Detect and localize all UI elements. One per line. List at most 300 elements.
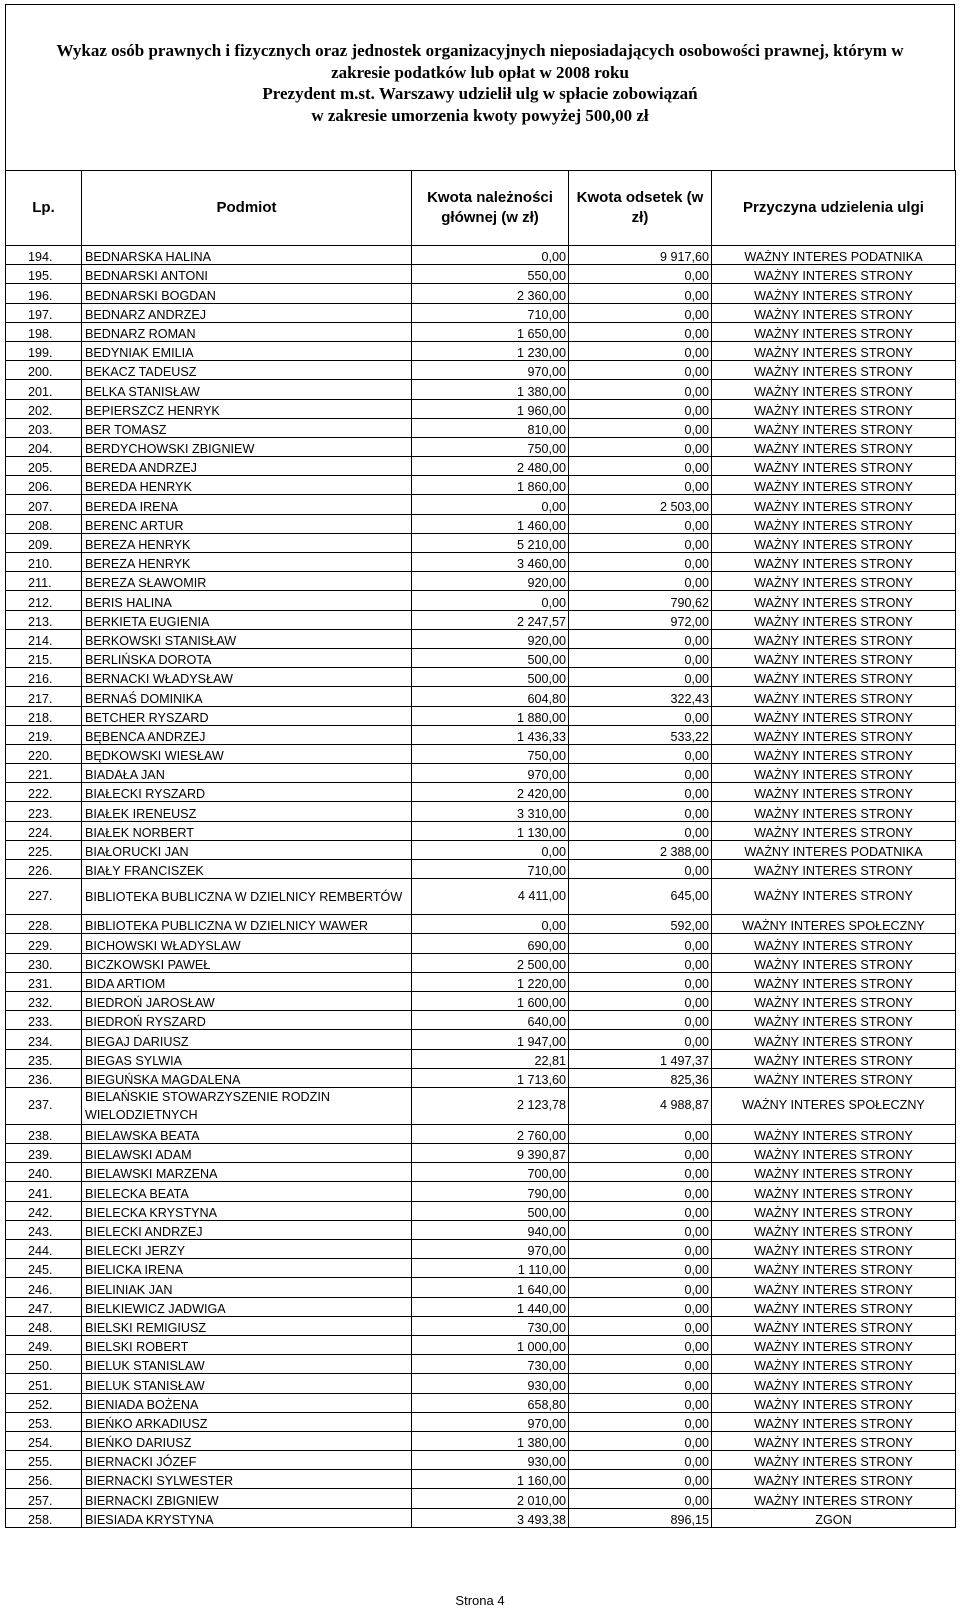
row-podmiot: BIERNACKI JÓZEF [82,1451,412,1470]
table-row [6,572,956,591]
row-podmiot: BIERNACKI SYLWESTER [82,1470,412,1489]
row-podmiot: BIELAWSKA BEATA [82,1124,412,1143]
row-odsetki: 1 497,37 [569,1049,712,1068]
row-przyczyna: WAŻNY INTERES STRONY [712,265,956,284]
row-podmiot: BĘDKOWSKI WIESŁAW [82,744,412,763]
row-kwota: 1 110,00 [412,1259,569,1278]
row-lp: 226. [6,860,82,879]
row-podmiot: BEREDA IRENA [82,495,412,514]
row-przyczyna: WAŻNY INTERES STRONY [712,687,956,706]
row-przyczyna: WAŻNY INTERES STRONY [712,418,956,437]
row-przyczyna: WAŻNY INTERES STRONY [712,1049,956,1068]
row-odsetki: 0,00 [569,1220,712,1239]
row-odsetki: 896,15 [569,1508,712,1527]
row-przyczyna: WAŻNY INTERES STRONY [712,972,956,991]
row-podmiot: BERNAŚ DOMINIKA [82,687,412,706]
row-odsetki: 0,00 [569,1182,712,1201]
row-lp: 232. [6,991,82,1010]
table-row [6,246,956,265]
row-kwota: 0,00 [412,840,569,859]
row-przyczyna: WAŻNY INTERES STRONY [712,572,956,591]
row-odsetki: 2 503,00 [569,495,712,514]
row-lp: 204. [6,437,82,456]
row-podmiot: BIELINIAK JAN [82,1278,412,1297]
row-przyczyna: WAŻNY INTERES STRONY [712,514,956,533]
row-przyczyna: WAŻNY INTERES STRONY [712,629,956,648]
row-lp: 221. [6,764,82,783]
row-kwota: 0,00 [412,495,569,514]
row-kwota: 500,00 [412,1201,569,1220]
row-odsetki: 2 388,00 [569,840,712,859]
table-row [6,1451,956,1470]
row-lp: 256. [6,1470,82,1489]
row-kwota: 500,00 [412,668,569,687]
header-podmiot: Podmiot [82,171,412,246]
row-podmiot: BEREDA ANDRZEJ [82,457,412,476]
row-podmiot: BIDA ARTIOM [82,972,412,991]
row-lp: 227. [6,879,82,915]
row-kwota: 750,00 [412,437,569,456]
row-lp: 217. [6,687,82,706]
row-kwota: 1 440,00 [412,1297,569,1316]
row-podmiot: BIAŁORUCKI JAN [82,840,412,859]
table-row [6,706,956,725]
row-kwota: 730,00 [412,1355,569,1374]
row-podmiot: BIEGAJ DARIUSZ [82,1030,412,1049]
row-lp: 224. [6,821,82,840]
row-lp: 228. [6,915,82,934]
row-odsetki: 0,00 [569,972,712,991]
row-lp: 238. [6,1124,82,1143]
row-podmiot: BEDNARZ ANDRZEJ [82,303,412,322]
table-body [6,246,956,1528]
row-przyczyna: WAŻNY INTERES STRONY [712,457,956,476]
row-odsetki: 0,00 [569,1316,712,1335]
row-przyczyna: WAŻNY INTERES STRONY [712,553,956,572]
row-podmiot: BELKA STANISŁAW [82,380,412,399]
row-przyczyna: WAŻNY INTERES STRONY [712,1240,956,1259]
row-kwota: 1 380,00 [412,380,569,399]
row-odsetki: 0,00 [569,1030,712,1049]
header-kwota-line1: Kwota należności [427,189,553,206]
row-lp: 258. [6,1508,82,1527]
table-row [6,783,956,802]
header-kwota [412,171,569,246]
row-lp: 209. [6,533,82,552]
row-przyczyna: WAŻNY INTERES STRONY [712,744,956,763]
row-przyczyna: WAŻNY INTERES STRONY [712,1431,956,1450]
row-przyczyna: WAŻNY INTERES STRONY [712,1470,956,1489]
row-podmiot: BIEDROŃ JAROSŁAW [82,991,412,1010]
row-przyczyna: WAŻNY INTERES PODATNIKA [712,246,956,265]
row-przyczyna: WAŻNY INTERES STRONY [712,476,956,495]
row-podmiot: BIAŁEK NORBERT [82,821,412,840]
row-przyczyna: WAŻNY INTERES STRONY [712,322,956,341]
table-row [6,802,956,821]
row-lp: 235. [6,1049,82,1068]
row-podmiot: BEREZA HENRYK [82,553,412,572]
row-kwota: 700,00 [412,1163,569,1182]
table-row [6,1412,956,1431]
row-odsetki: 0,00 [569,322,712,341]
row-odsetki: 0,00 [569,783,712,802]
row-odsetki: 0,00 [569,706,712,725]
title-line-4: w zakresie umorzenia kwoty powyżej 500,00 zł [311,105,649,125]
row-podmiot: BERENC ARTUR [82,514,412,533]
row-kwota: 970,00 [412,361,569,380]
row-odsetki: 0,00 [569,1278,712,1297]
row-odsetki: 0,00 [569,265,712,284]
row-lp: 205. [6,457,82,476]
row-lp: 214. [6,629,82,648]
row-odsetki: 0,00 [569,1124,712,1143]
row-przyczyna: WAŻNY INTERES STRONY [712,284,956,303]
row-odsetki: 0,00 [569,284,712,303]
row-lp: 254. [6,1431,82,1450]
row-przyczyna: WAŻNY INTERES STRONY [712,668,956,687]
row-podmiot: BEDNARSKA HALINA [82,246,412,265]
row-odsetki: 0,00 [569,1297,712,1316]
row-lp: 196. [6,284,82,303]
row-lp: 208. [6,514,82,533]
row-podmiot: BIELAWSKI ADAM [82,1144,412,1163]
row-lp: 195. [6,265,82,284]
row-odsetki: 0,00 [569,953,712,972]
row-kwota: 5 210,00 [412,533,569,552]
row-przyczyna: WAŻNY INTERES STRONY [712,783,956,802]
table-row [6,1011,956,1030]
row-przyczyna: WAŻNY INTERES STRONY [712,1393,956,1412]
row-kwota: 2 420,00 [412,783,569,802]
row-odsetki: 0,00 [569,764,712,783]
row-podmiot: BEPIERSZCZ HENRYK [82,399,412,418]
header-lp: Lp. [6,171,82,246]
row-podmiot: BIEŃKO ARKADIUSZ [82,1412,412,1431]
table-row [6,399,956,418]
row-podmiot: BIELICKA IRENA [82,1259,412,1278]
row-lp: 211. [6,572,82,591]
table-row [6,1489,956,1508]
row-podmiot: BIENIADA BOŻENA [82,1393,412,1412]
row-kwota: 604,80 [412,687,569,706]
row-odsetki: 0,00 [569,629,712,648]
page-footer: Strona 4 [455,1593,505,1608]
row-odsetki: 4 988,87 [569,1087,712,1124]
row-podmiot: BIAŁY FRANCISZEK [82,860,412,879]
row-lp: 215. [6,648,82,667]
row-podmiot: BIELUK STANISŁAW [82,1374,412,1393]
table-row [6,934,956,953]
row-lp: 212. [6,591,82,610]
table-row [6,495,956,514]
row-odsetki: 0,00 [569,1011,712,1030]
row-podmiot: BEDNARZ ROMAN [82,322,412,341]
row-przyczyna: WAŻNY INTERES STRONY [712,1182,956,1201]
row-podmiot: BEREZA SŁAWOMIR [82,572,412,591]
row-przyczyna: WAŻNY INTERES STRONY [712,361,956,380]
row-przyczyna: WAŻNY INTERES STRONY [712,991,956,1010]
row-lp: 198. [6,322,82,341]
row-kwota: 1 640,00 [412,1278,569,1297]
row-odsetki: 0,00 [569,341,712,360]
row-kwota: 500,00 [412,648,569,667]
table-row [6,1049,956,1068]
row-podmiot: BIELECKA BEATA [82,1182,412,1201]
row-lp: 244. [6,1240,82,1259]
row-podmiot: BEDNARSKI ANTONI [82,265,412,284]
row-kwota: 1 000,00 [412,1335,569,1354]
table-row [6,322,956,341]
row-lp: 199. [6,341,82,360]
row-odsetki: 0,00 [569,1374,712,1393]
row-podmiot: BIEŃKO DARIUSZ [82,1431,412,1450]
row-lp: 255. [6,1451,82,1470]
row-przyczyna: WAŻNY INTERES STRONY [712,533,956,552]
table-row [6,972,956,991]
row-lp: 245. [6,1259,82,1278]
table-row [6,1220,956,1239]
row-lp: 231. [6,972,82,991]
row-kwota: 2 500,00 [412,953,569,972]
row-kwota: 550,00 [412,265,569,284]
table-row [6,418,956,437]
row-odsetki: 0,00 [569,1355,712,1374]
row-lp: 248. [6,1316,82,1335]
row-odsetki: 0,00 [569,1431,712,1450]
row-kwota: 1 436,33 [412,725,569,744]
row-przyczyna: WAŻNY INTERES STRONY [712,1201,956,1220]
row-odsetki: 0,00 [569,514,712,533]
row-kwota: 640,00 [412,1011,569,1030]
table-row [6,1163,956,1182]
row-przyczyna: WAŻNY INTERES STRONY [712,1412,956,1431]
title-line-1: Wykaz osób prawnych i fizycznych oraz jednostek organizacyjnych nieposiadających osobowości prawnej, którym w [56,41,904,60]
row-odsetki: 0,00 [569,1163,712,1182]
row-lp: 234. [6,1030,82,1049]
row-lp: 242. [6,1201,82,1220]
row-lp: 257. [6,1489,82,1508]
row-kwota: 920,00 [412,572,569,591]
row-odsetki: 533,22 [569,725,712,744]
header-odsetki-line1: Kwota odsetek (w [576,189,704,206]
row-lp: 201. [6,380,82,399]
row-podmiot: BEREDA HENRYK [82,476,412,495]
row-kwota: 1 600,00 [412,991,569,1010]
table-row [6,1374,956,1393]
row-przyczyna: WAŻNY INTERES STRONY [712,610,956,629]
row-odsetki: 0,00 [569,457,712,476]
row-lp: 213. [6,610,82,629]
table-row [6,610,956,629]
title-line-3: Prezydent m.st. Warszawy udzielił ulg w spłacie zobowiązań [262,84,698,103]
row-podmiot: BEDYNIAK EMILIA [82,341,412,360]
table-row [6,840,956,859]
row-lp: 230. [6,953,82,972]
title-line-2: zakresie podatków lub opłat w 2008 roku [331,62,629,82]
row-podmiot: BIERNACKI ZBIGNIEW [82,1489,412,1508]
table-row [6,1316,956,1335]
table-row [6,303,956,322]
row-odsetki: 0,00 [569,303,712,322]
row-przyczyna: WAŻNY INTERES STRONY [712,821,956,840]
row-przyczyna: WAŻNY INTERES STRONY [712,1030,956,1049]
row-przyczyna: WAŻNY INTERES STRONY [712,860,956,879]
row-podmiot: BIELKIEWICZ JADWIGA [82,1297,412,1316]
table-row [6,1297,956,1316]
row-przyczyna: WAŻNY INTERES STRONY [712,1297,956,1316]
row-kwota: 2 010,00 [412,1489,569,1508]
row-podmiot: BIELECKI ANDRZEJ [82,1220,412,1239]
row-podmiot: BIEGAS SYLWIA [82,1049,412,1068]
row-odsetki: 322,43 [569,687,712,706]
header-odsetki [569,171,712,246]
row-lp: 203. [6,418,82,437]
row-lp: 250. [6,1355,82,1374]
table-row [6,1259,956,1278]
row-kwota: 3 493,38 [412,1508,569,1527]
row-odsetki: 0,00 [569,1201,712,1220]
table-row [6,725,956,744]
row-odsetki: 0,00 [569,860,712,879]
header-odsetki-line2: zł) [631,209,649,226]
row-przyczyna: WAŻNY INTERES STRONY [712,495,956,514]
table-row [6,1201,956,1220]
row-odsetki: 0,00 [569,668,712,687]
row-kwota: 1 160,00 [412,1470,569,1489]
table-row [6,953,956,972]
row-kwota: 790,00 [412,1182,569,1201]
row-kwota: 22,81 [412,1049,569,1068]
table-row [6,1087,956,1124]
table-row [6,1124,956,1143]
row-odsetki: 0,00 [569,934,712,953]
row-przyczyna: WAŻNY INTERES STRONY [712,1011,956,1030]
row-lp: 210. [6,553,82,572]
row-lp: 236. [6,1068,82,1087]
row-odsetki: 0,00 [569,1470,712,1489]
table-row [6,1030,956,1049]
row-przyczyna: WAŻNY INTERES STRONY [712,1068,956,1087]
row-przyczyna: WAŻNY INTERES SPOŁECZNY [712,1087,956,1124]
row-odsetki: 0,00 [569,1489,712,1508]
row-kwota: 2 360,00 [412,284,569,303]
table-row [6,476,956,495]
table-row [6,1470,956,1489]
row-lp: 218. [6,706,82,725]
row-lp: 252. [6,1393,82,1412]
row-kwota: 970,00 [412,764,569,783]
table-row [6,744,956,763]
table-row [6,764,956,783]
row-lp: 200. [6,361,82,380]
row-kwota: 920,00 [412,629,569,648]
table-row [6,629,956,648]
row-lp: 239. [6,1144,82,1163]
row-przyczyna: WAŻNY INTERES STRONY [712,341,956,360]
row-odsetki: 9 917,60 [569,246,712,265]
row-odsetki: 0,00 [569,821,712,840]
row-podmiot: BERKIETA EUGIENIA [82,610,412,629]
row-podmiot: BERLIŃSKA DOROTA [82,648,412,667]
row-kwota: 710,00 [412,860,569,879]
table-row [6,1240,956,1259]
table-row [6,1144,956,1163]
table-row [6,341,956,360]
row-podmiot: BIAŁECKI RYSZARD [82,783,412,802]
row-przyczyna: WAŻNY INTERES STRONY [712,1316,956,1335]
row-podmiot: BER TOMASZ [82,418,412,437]
table-row [6,648,956,667]
row-odsetki: 0,00 [569,1335,712,1354]
row-przyczyna: WAŻNY INTERES STRONY [712,1259,956,1278]
row-podmiot: BERDYCHOWSKI ZBIGNIEW [82,437,412,456]
row-lp: 247. [6,1297,82,1316]
row-podmiot: BERIS HALINA [82,591,412,610]
row-kwota: 690,00 [412,934,569,953]
row-kwota: 1 960,00 [412,399,569,418]
row-podmiot: BIELSKI REMIGIUSZ [82,1316,412,1335]
row-kwota: 1 860,00 [412,476,569,495]
table-row [6,1431,956,1450]
table-header-row [6,171,956,246]
row-kwota: 1 380,00 [412,1431,569,1450]
row-lp: 194. [6,246,82,265]
row-kwota: 0,00 [412,246,569,265]
row-przyczyna: WAŻNY INTERES STRONY [712,1451,956,1470]
row-odsetki: 0,00 [569,572,712,591]
row-kwota: 930,00 [412,1451,569,1470]
row-odsetki: 0,00 [569,380,712,399]
table-row [6,1393,956,1412]
relief-table [5,170,956,1528]
row-podmiot: BEDNARSKI BOGDAN [82,284,412,303]
row-kwota: 1 713,60 [412,1068,569,1087]
table-row [6,668,956,687]
row-kwota: 810,00 [412,418,569,437]
row-przyczyna: WAŻNY INTERES STRONY [712,1278,956,1297]
row-podmiot: BEREZA HENRYK [82,533,412,552]
row-kwota: 1 650,00 [412,322,569,341]
table-row [6,1508,956,1527]
table-row [6,437,956,456]
row-lp: 243. [6,1220,82,1239]
row-odsetki: 0,00 [569,991,712,1010]
row-lp: 222. [6,783,82,802]
row-lp: 207. [6,495,82,514]
row-lp: 253. [6,1412,82,1431]
table-row [6,591,956,610]
row-lp: 240. [6,1163,82,1182]
row-kwota: 930,00 [412,1374,569,1393]
table-row [6,380,956,399]
row-odsetki: 0,00 [569,1393,712,1412]
row-odsetki: 0,00 [569,1451,712,1470]
row-kwota: 0,00 [412,915,569,934]
row-podmiot: BIBLIOTEKA BUBLICZNA W DZIELNICY REMBERTÓW [82,879,412,915]
row-przyczyna: WAŻNY INTERES STRONY [712,380,956,399]
row-lp: 249. [6,1335,82,1354]
row-przyczyna: WAŻNY INTERES STRONY [712,303,956,322]
row-odsetki: 0,00 [569,399,712,418]
row-kwota: 2 480,00 [412,457,569,476]
row-kwota: 970,00 [412,1412,569,1431]
row-lp: 216. [6,668,82,687]
row-lp: 251. [6,1374,82,1393]
row-kwota: 1 230,00 [412,341,569,360]
row-podmiot: BIELUK STANISLAW [82,1355,412,1374]
table-row [6,687,956,706]
row-lp: 223. [6,802,82,821]
